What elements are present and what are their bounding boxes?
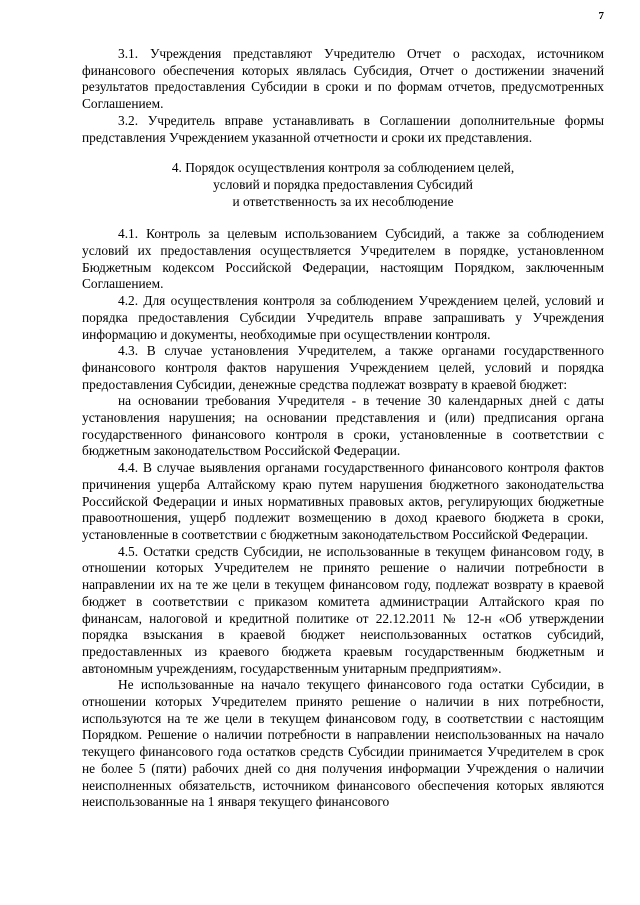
paragraph-3-2: 3.2. Учредитель вправе устанавливать в Соглашении дополнительные формы представления Учреждением указанной отчетности и сроки их представления. — [82, 112, 604, 145]
section-4-heading-line-1: 4. Порядок осуществления контроля за соблюдением целей, — [171, 160, 515, 176]
paragraph-4-1: 4.1. Контроль за целевым использованием Субсидий, а также за соблюдением условий их предоставления осуществляется Учредителем в порядке, установленном Бюджетным кодексом Российской Федерации, настоящим Порядком, заключенным Соглашением. — [82, 226, 604, 292]
paragraph-4-3: 4.3. В случае установления Учредителем, а также органами государственного финансового контроля фактов нарушения Учреждением целей, условий и порядка предоставления Субсидии, денежные средства подлежат возврату в краевой бюджет: — [82, 343, 604, 392]
section-4-heading-line-2: условий и порядка предоставления Субсидий — [213, 176, 473, 192]
section-4-heading — [82, 160, 604, 210]
paragraph-4-4: 4.4. В случае выявления органами государственного финансового контроля фактов причинения ущерба Алтайскому краю путем нарушения бюджетного законодательства Российской Федерации и иных нормативных правовых актов, регулирующих бюджетные правоотношения, ущерб подлежит возмещению в доход краевого бюджета в сроки, установленные в соответствии с бюджетным законодательством Российской Федерации. — [82, 460, 604, 542]
paragraph-4-3-continued: на основании требования Учредителя - в течение 30 календарных дней с даты установления нарушения; на основании представления и (или) предписания органа государственного финансового контроля в сроки, установленные в соответствии с бюджетным законодательством Российской Федерации. — [82, 393, 604, 459]
paragraph-4-2: 4.2. Для осуществления контроля за соблюдением Учреждением целей, условий и порядка предоставления Субсидии Учредитель вправе запрашивать у Учреждения информацию и документы, необходимые при осуществлении контроля. — [82, 293, 604, 342]
paragraph-3-1: 3.1. Учреждения представляют Учредителю Отчет о расходах, источником финансового обеспечения которых являлась Субсидия, Отчет о достижении значений результатов предоставления Субсидии в сроки и по формам отчетов, предусмотренных Соглашением. — [82, 46, 604, 112]
paragraph-4-5-continued: Не использованные на начало текущего финансового года остатки Субсидии, в отношении которых Учредителем принято решение о наличии в них потребности, используются на те же цели в текущем финансовом году, в соответствии с настоящим Порядком. Решение о наличии потребности в направлении неиспользованных на начало текущего финансового года остатков средств Субсидии принимается Учредителем в срок не более 5 (пяти) рабочих дней со дня получения информации Учреждения о наличии неисполненных обязательств, источником финансового обеспечения которых являются неиспользованные на 1 января текущего финансового — [82, 677, 604, 810]
document-body — [82, 46, 604, 811]
section-4-heading-line-3: и ответственность за их несоблюдение — [232, 193, 454, 209]
page-number: 7 — [598, 10, 604, 22]
paragraph-4-5: 4.5. Остатки средств Субсидии, не использованные в текущем финансовом году, в отношении которых Учредителем не принято решение о наличии потребности в направлении их на те же цели в текущем финансовом году, подлежат возврату в краевой бюджет в соответствии с приказом комитета администрации Алтайского края по финансам, налоговой и кредитной политике от 22.12.2011 № 12-н «Об утверждении порядка взыскания в краевой бюджет неиспользованных остатков субсидий, предоставленных из краевого бюджета краевым государственным бюджетным и автономным учреждениям, государственным унитарным предприятиям». — [82, 543, 604, 676]
